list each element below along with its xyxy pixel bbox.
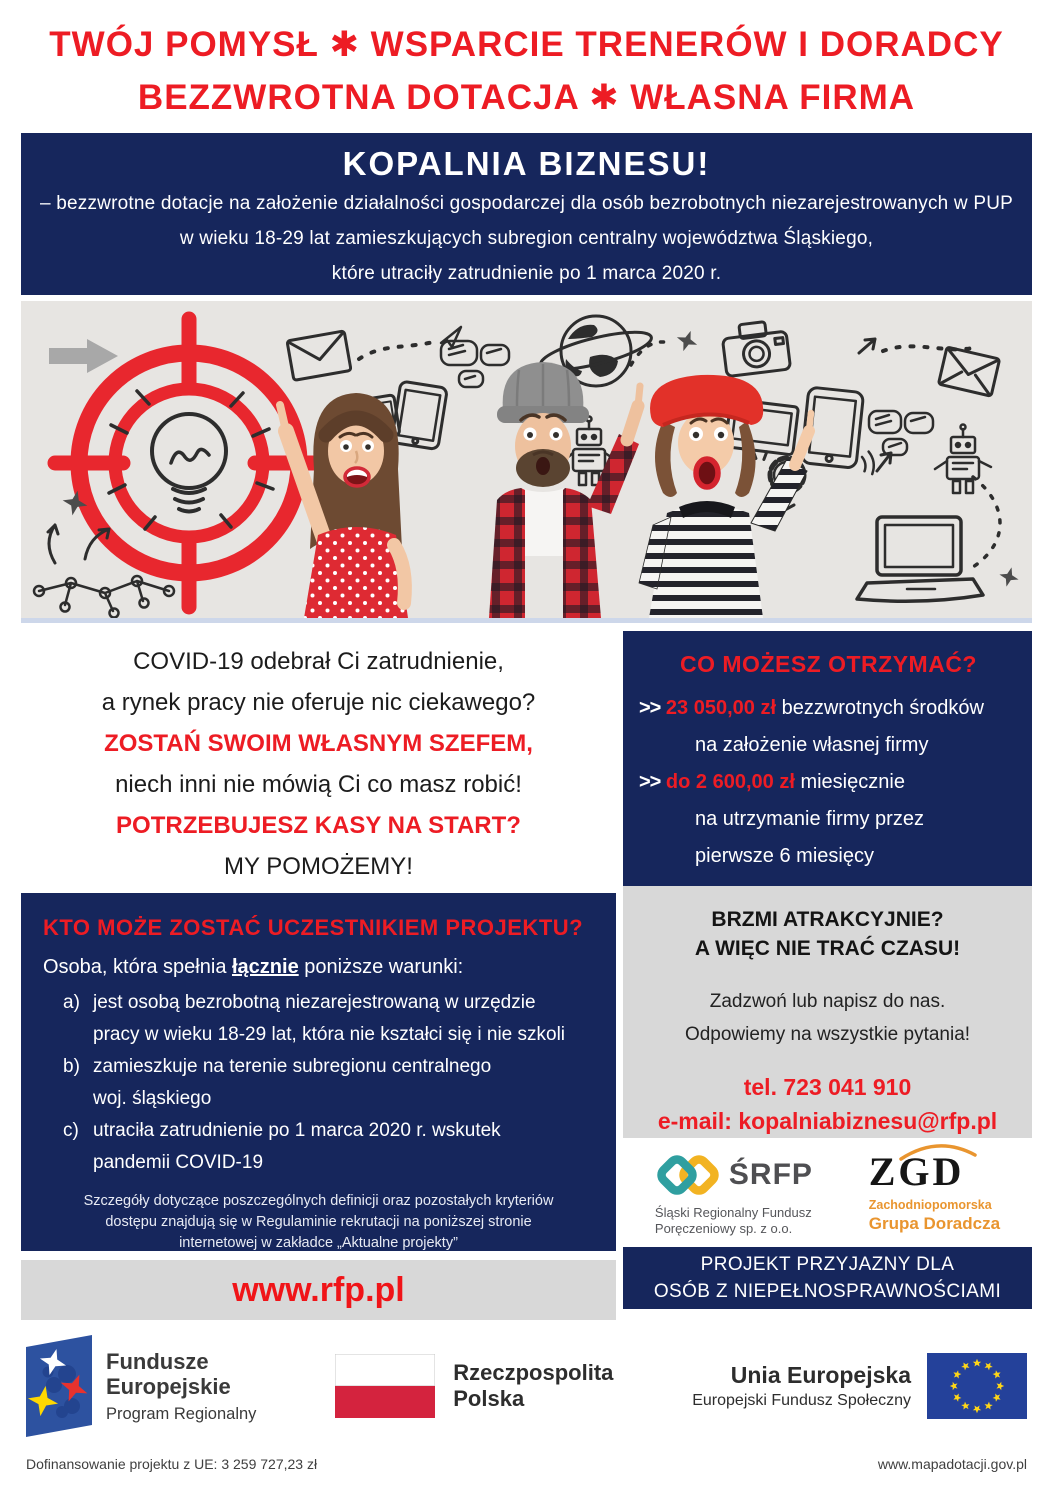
item-text: zamieszkuje na terenie subregionu centralnego [93, 1056, 492, 1077]
intro-line-6: MY POMOŻEMY! [224, 853, 413, 880]
footer-funding-text: Dofinansowanie projektu z UE: 3 259 727,23 zł [26, 1456, 318, 1472]
item-text: pracy w wieku 18-29 lat, która nie kształci się i nie szkoli [93, 1024, 566, 1045]
website-bar [21, 1260, 616, 1320]
hero-illustration [21, 301, 1032, 618]
item-text: jest osobą bezrobotną niezarejestrowaną w urzędzie [93, 992, 536, 1013]
contact-heading-2: A WIĘC NIE TRAĆ CZASU! [694, 937, 961, 960]
headline-line-1: TWÓJ POMYSŁ ✱ WSPARCIE TRENERÓW I DORADCY [49, 25, 1004, 64]
fe-line-3: Program Regionalny [106, 1404, 257, 1423]
zgd-logo [868, 1148, 1001, 1234]
participants-intro [43, 953, 594, 981]
participants-intro-post: poniższe warunki: [298, 956, 464, 978]
item-label: a) [63, 992, 80, 1013]
participants-intro-pre: Osoba, która spełnia [43, 956, 232, 978]
srfp-abbr: ŚRFP [728, 1157, 813, 1191]
footer [26, 1456, 1027, 1472]
divider [21, 618, 1032, 623]
offer-title: CO MOŻESZ OTRZYMAĆ? [680, 651, 977, 677]
item-text: woj. śląskiego [93, 1088, 212, 1109]
accessibility-box [623, 1247, 1032, 1309]
zgd-abbr-text: ZGD [868, 1148, 965, 1194]
pl-line-1: Rzeczpospolita [453, 1360, 614, 1385]
pl-line-2: Polska [453, 1386, 525, 1411]
srfp-logo [655, 1149, 813, 1237]
footnote-line: internetowej w zakładce „Aktualne projekty” [179, 1235, 458, 1251]
offer-amount: 23 050,00 zł [665, 697, 777, 719]
offer-item-2 [639, 764, 1018, 801]
offer-text: bezzwrotnych środków [781, 697, 984, 719]
accessibility-line-2: OSÓB Z NIEPEŁNOSPRAWNOŚCIAMI [653, 1281, 1002, 1302]
zgd-abbr [868, 1148, 965, 1194]
offer-item-1 [639, 690, 1018, 727]
funding-logos-row [26, 1336, 1027, 1436]
offer-item-2-line-3: pierwsze 6 miesięcy [695, 845, 874, 867]
intro-line-4: niech inni nie mówią Ci co masz robić! [115, 771, 522, 798]
item-text: utraciła zatrudnienie po 1 marca 2020 r. wskutek [93, 1120, 501, 1141]
intro-line-2: a rynek pracy nie oferuje nic ciekawego? [101, 689, 536, 716]
intro-line-5: POTRZEBUJESZ KASY NA START? [116, 812, 521, 839]
participants-title: KTO MOŻE ZOSTAĆ UCZESTNIKIEM PROJEKTU? [43, 915, 584, 940]
headline-block [0, 0, 1053, 124]
item-label: c) [63, 1120, 79, 1141]
participants-box [21, 893, 616, 1251]
srfp-subline-2: Poręczeniowy sp. z o.o. [654, 1220, 793, 1236]
contact-line-2: Odpowiemy na wszystkie pytania! [684, 1024, 971, 1045]
participants-footnote [43, 1191, 594, 1254]
offer-text: miesięcznie [800, 771, 905, 793]
headline-line-2: BEZZWROTNA DOTACJA ✱ WŁASNA FIRMA [137, 78, 916, 117]
intro-block [21, 631, 616, 883]
offer-item-2-line-2: na utrzymanie firmy przez [695, 808, 924, 830]
intro-line-3: ZOSTAŃ SWOIM WŁASNYM SZEFEM, [104, 730, 533, 757]
item-label: b) [63, 1056, 80, 1077]
offer-amount: do 2 600,00 zł [665, 771, 795, 793]
fe-line-2: Europejskie [106, 1373, 231, 1399]
srfp-logo-icon [655, 1149, 721, 1201]
item-text: pandemii COVID-19 [93, 1152, 264, 1173]
project-title: KOPALNIA BIZNESU! [342, 145, 711, 182]
footnote-line: Szczegóły dotyczące poszczególnych definicji oraz pozostałych kryteriów [83, 1193, 554, 1209]
participants-item-c [43, 1115, 594, 1179]
contact-box [623, 886, 1032, 1138]
rzeczpospolita-polska-logo [335, 1354, 613, 1418]
chevrons-icon: >> [639, 771, 661, 793]
zgd-subline-2: Grupa Doradcza [868, 1213, 1001, 1233]
eu-flag-icon [927, 1353, 1027, 1419]
poland-flag-icon [335, 1354, 435, 1418]
partner-logos [623, 1138, 1032, 1247]
banner-line-1: – bezzwrotne dotacje na założenie działalności gospodarczej dla osób bezrobotnych niezarejestrowanych w PUP [39, 193, 1013, 214]
title-banner [21, 133, 1032, 295]
offer-box [623, 631, 1032, 886]
zgd-logo-arc-icon [895, 1143, 981, 1161]
contact-email: e-mail: kopalniabiznesu@rfp.pl [657, 1108, 998, 1134]
zgd-subline-1: Zachodniopomorska [868, 1197, 992, 1212]
participants-item-a [43, 987, 594, 1051]
srfp-subline-1: Śląski Regionalny Fundusz [654, 1204, 812, 1220]
footer-url: www.mapadotacji.gov.pl [877, 1456, 1027, 1472]
fundusze-europejskie-logo [26, 1335, 256, 1437]
ue-line-2: Europejski Fundusz Społeczny [692, 1392, 911, 1409]
website-url: www.rfp.pl [232, 1270, 405, 1309]
fe-line-1: Fundusze [106, 1348, 209, 1374]
fe-flag-icon [26, 1335, 92, 1437]
chevrons-icon: >> [639, 697, 661, 719]
intro-line-1: COVID-19 odebrał Ci zatrudnienie, [133, 648, 504, 675]
contact-line-1: Zadzwoń lub napisz do nas. [709, 991, 946, 1012]
contact-heading-1: BRZMI ATRAKCYJNIE? [711, 908, 944, 931]
ue-line-1: Unia Europejska [730, 1362, 911, 1388]
contact-phone: tel. 723 041 910 [743, 1074, 912, 1100]
banner-line-3: które utraciły zatrudnienie po 1 marca 2020 r. [331, 263, 722, 284]
banner-line-2: w wieku 18-29 lat zamieszkujących subregion centralny województwa Śląskiego, [179, 228, 874, 249]
participants-item-b [43, 1051, 594, 1115]
unia-europejska-logo [692, 1353, 1027, 1419]
participants-intro-bold: łącznie [232, 956, 299, 978]
footnote-line: dostępu znajdują się w Regulaminie rekrutacji na poniższej stronie [105, 1214, 532, 1230]
accessibility-line-1: PROJEKT PRZYJAZNY DLA [700, 1254, 955, 1275]
offer-item-1-line-2: na założenie własnej firmy [695, 734, 929, 756]
